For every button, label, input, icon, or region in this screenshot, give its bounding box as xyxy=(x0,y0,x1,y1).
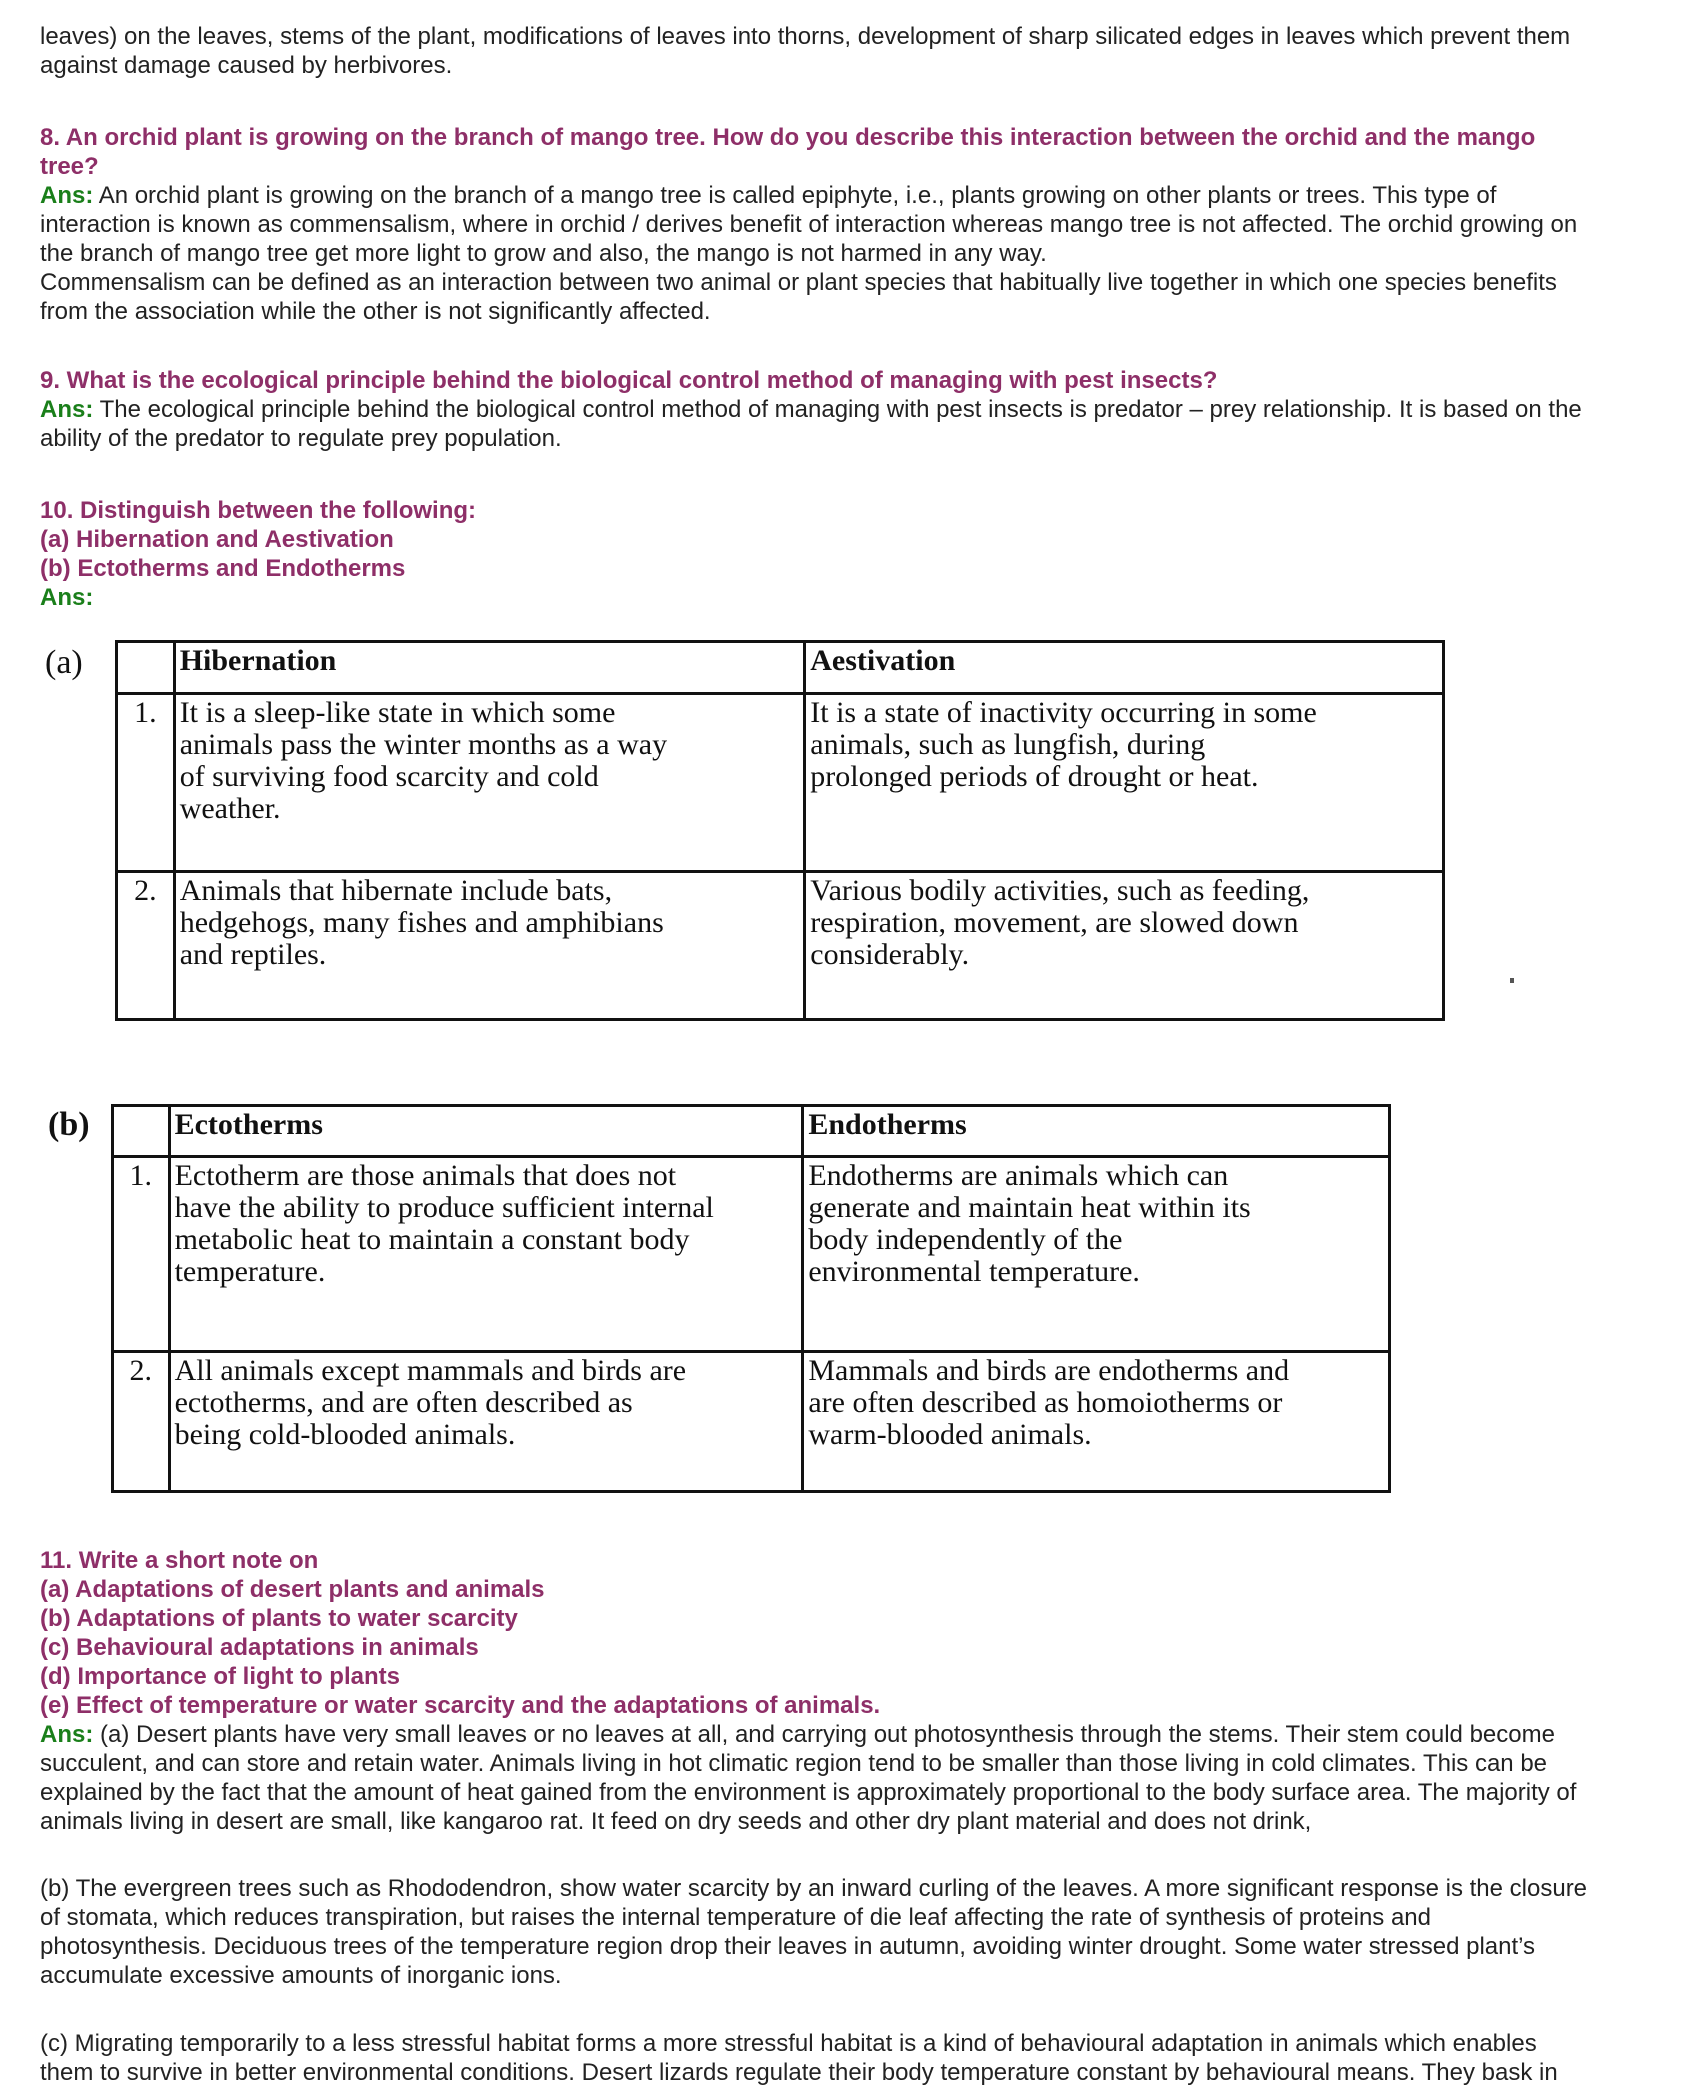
answer-line: of stomata, which reduces transpiration, but raises the internal temperature of die leaf affecting the rate of synthesis of proteins and xyxy=(40,1904,1432,1931)
cell-line: prolonged periods of drought or heat. xyxy=(810,760,1259,793)
cell-line: generate and maintain heat within its xyxy=(808,1191,1251,1224)
question-heading: 9. What is the ecological principle behind the biological control method of managing with pest insects? xyxy=(40,367,1218,394)
cell-line: of surviving food scarcity and cold xyxy=(179,760,599,793)
ectotherms-endotherms-table xyxy=(111,1104,1391,1493)
table-b-label: (b) xyxy=(48,1106,90,1143)
endotherms-cell xyxy=(803,1352,1390,1492)
row-number: 1. xyxy=(117,694,175,872)
question-subitem: (a) Hibernation and Aestivation xyxy=(40,526,394,553)
text-line: against damage caused by herbivores. xyxy=(40,52,453,79)
cell-line: metabolic heat to maintain a constant body xyxy=(174,1223,690,1256)
cell-line: Mammals and birds are endotherms and xyxy=(808,1354,1290,1387)
cell-line: ectotherms, and are often described as xyxy=(174,1386,633,1419)
cell-line: animals pass the winter months as a way xyxy=(179,728,668,761)
answer-line: Commensalism can be defined as an interaction between two animal or plant species that habitually live together in which one species benefits xyxy=(40,269,1557,296)
answer-line: explained by the fact that the amount of heat gained from the environment is approximately proportional to the body surface area. The majority of xyxy=(40,1779,1577,1806)
question-9 xyxy=(40,366,1680,453)
table-header-row xyxy=(117,642,1444,694)
aestivation-cell xyxy=(805,872,1444,1020)
ans-label: Ans: xyxy=(40,1721,94,1748)
cell-line: All animals except mammals and birds are xyxy=(174,1354,687,1387)
table-a-label: (a) xyxy=(45,644,83,681)
header-num-cell xyxy=(113,1106,170,1157)
answer-11b-paragraph xyxy=(40,1874,1680,1990)
cell-line: hedgehogs, many fishes and amphibians xyxy=(179,906,664,939)
cell-line: Animals that hibernate include bats, xyxy=(179,874,613,907)
cell-line: environmental temperature. xyxy=(808,1255,1140,1288)
answer-line: photosynthesis. Deciduous trees of the temperature region drop their leaves in autumn, avoiding winter drought. Some water stressed plant’s xyxy=(40,1933,1536,1960)
question-subitem: (c) Behavioural adaptations in animals xyxy=(40,1634,479,1661)
hibernation-cell xyxy=(174,694,805,872)
answer-line: accumulate excessive amounts of inorganic ions. xyxy=(40,1962,562,1989)
hibernation-cell xyxy=(174,872,805,1020)
answer-text: (a) Desert plants have very small leaves or no leaves at all, and carrying out photosynthesis through the stems. Their stem could become xyxy=(93,1721,1555,1748)
table-row xyxy=(117,872,1444,1020)
ans-label: Ans: xyxy=(40,584,94,611)
cell-line: being cold-blooded animals. xyxy=(174,1418,516,1451)
cell-line: respiration, movement, are slowed down xyxy=(810,906,1299,939)
question-10 xyxy=(40,496,1680,612)
cell-line: animals, such as lungfish, during xyxy=(810,728,1206,761)
header-ectotherms: Ectotherms xyxy=(169,1106,803,1157)
answer-line: animals living in desert are small, like kangaroo rat. It feed on dry seeds and other dry plant material and does not drink, xyxy=(40,1808,1312,1835)
question-subitem: (e) Effect of temperature or water scarcity and the adaptations of animals. xyxy=(40,1692,881,1719)
ectotherms-cell xyxy=(169,1352,803,1492)
header-num-cell xyxy=(117,642,175,694)
table-header-row xyxy=(113,1106,1390,1157)
table-row xyxy=(113,1352,1390,1492)
aestivation-cell xyxy=(805,694,1444,872)
answer-line: ability of the predator to regulate prey population. xyxy=(40,425,562,452)
row-number: 1. xyxy=(113,1157,170,1352)
question-subitem: (b) Adaptations of plants to water scarcity xyxy=(40,1605,518,1632)
ans-label: Ans: xyxy=(40,182,94,209)
answer-text: The ecological principle behind the biological control method of managing with pest insects is predator – prey relationship. It is based on the xyxy=(93,396,1582,423)
answer-line: (b) The evergreen trees such as Rhododendron, show water scarcity by an inward curling of the leaves. A more significant response is the closure xyxy=(40,1875,1588,1902)
cell-line: have the ability to produce sufficient internal xyxy=(174,1191,714,1224)
cell-line: Various bodily activities, such as feeding, xyxy=(810,874,1310,907)
question-subitem: (b) Ectotherms and Endotherms xyxy=(40,555,406,582)
answer-line: (c) Migrating temporarily to a less stressful habitat forms a more stressful habitat is a kind of behavioural adaptation in animals which enables xyxy=(40,2030,1537,2057)
question-heading: 11. Write a short note on xyxy=(40,1547,319,1574)
answer-line: the branch of mango tree get more light to grow and also, the mango is not harmed in any way. xyxy=(40,240,1047,267)
answer-line: succulent, and can store and retain water. Animals living in hot climatic region tend to be smaller than those living in cold climates. This can be xyxy=(40,1750,1548,1777)
cell-line: considerably. xyxy=(810,938,970,971)
cell-line: weather. xyxy=(179,792,281,825)
row-number: 2. xyxy=(113,1352,170,1492)
question-subitem: (a) Adaptations of desert plants and animals xyxy=(40,1576,545,1603)
answer-line: from the association while the other is not significantly affected. xyxy=(40,298,711,325)
cell-line: are often described as homoiotherms or xyxy=(808,1386,1283,1419)
cell-line: It is a sleep-like state in which some xyxy=(179,696,616,729)
question-subitem: (d) Importance of light to plants xyxy=(40,1663,400,1690)
header-endotherms: Endotherms xyxy=(803,1106,1390,1157)
answer-line: interaction is known as commensalism, where in orchid / derives benefit of interaction whereas mango tree is not affected. The orchid growing on xyxy=(40,211,1578,238)
answer-text: An orchid plant is growing on the branch of a mango tree is called epiphyte, i.e., plants growing on other plants or trees. This type of xyxy=(93,182,1497,209)
cell-line: temperature. xyxy=(174,1255,326,1288)
hibernation-aestivation-table xyxy=(115,640,1445,1021)
row-number: 2. xyxy=(117,872,175,1020)
ans-label: Ans: xyxy=(40,396,94,423)
question-11 xyxy=(40,1546,1680,1836)
cell-line: body independently of the xyxy=(808,1223,1123,1256)
question-heading: 10. Distinguish between the following: xyxy=(40,497,477,524)
answer-11c-paragraph xyxy=(40,2029,1680,2087)
question-heading: tree? xyxy=(40,153,99,180)
ectotherms-cell xyxy=(169,1157,803,1352)
answer-line xyxy=(40,181,1680,210)
answer-line xyxy=(40,395,1680,424)
cell-line: and reptiles. xyxy=(179,938,327,971)
question-heading: 8. An orchid plant is growing on the branch of mango tree. How do you describe this interaction between the orchid and the mango xyxy=(40,124,1536,151)
text-line: leaves) on the leaves, stems of the plant, modifications of leaves into thorns, development of sharp silicated edges in leaves which prevent them xyxy=(40,23,1571,50)
scan-speck xyxy=(1510,978,1514,983)
cell-line: It is a state of inactivity occurring in some xyxy=(810,696,1317,729)
table-row xyxy=(117,694,1444,872)
header-hibernation: Hibernation xyxy=(174,642,805,694)
answer-line xyxy=(40,1720,1680,1749)
table-row xyxy=(113,1157,1390,1352)
answer-line: them to survive in better environmental conditions. Desert lizards regulate their body temperature constant by behavioural means. They bask in xyxy=(40,2059,1558,2086)
endotherms-cell xyxy=(803,1157,1390,1352)
cell-line: Endotherms are animals which can xyxy=(808,1159,1229,1192)
cell-line: Ectotherm are those animals that does not xyxy=(174,1159,677,1192)
question-8 xyxy=(40,123,1680,326)
header-aestivation: Aestivation xyxy=(805,642,1444,694)
intro-paragraph xyxy=(40,22,1680,80)
cell-line: warm-blooded animals. xyxy=(808,1418,1092,1451)
